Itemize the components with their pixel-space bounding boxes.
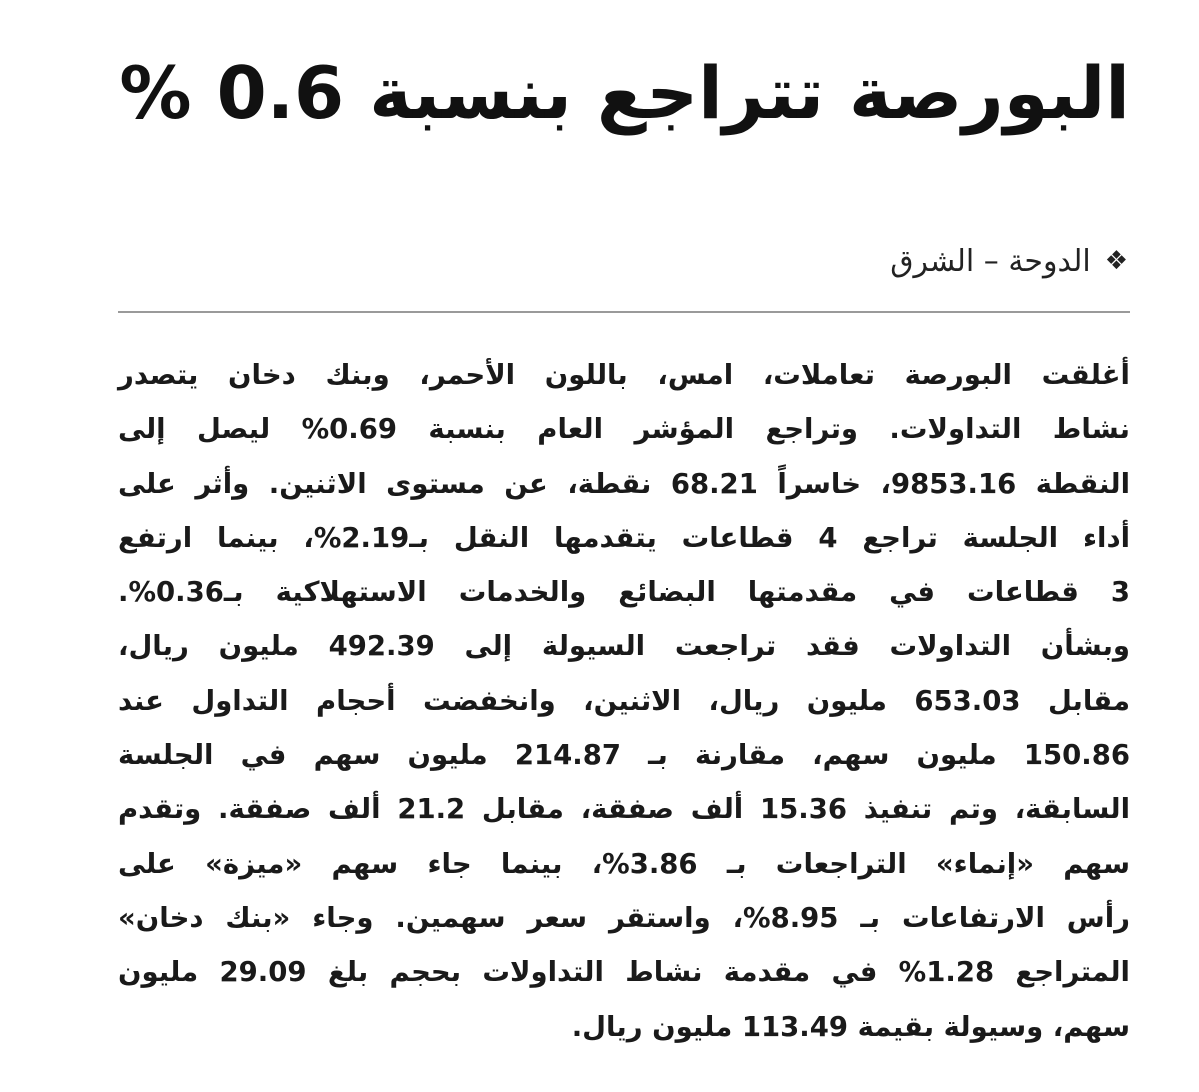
body-line: أغلقت البورصة تعاملات، امس، باللون الأحمر، وبنك دخان يتصدر <box>118 359 1130 391</box>
body-line: 150.86 مليون سهم، مقارنة بـ 214.87 مليون سهم في الجلسة <box>118 739 1130 772</box>
article-body <box>118 348 1130 1054</box>
dateline-text: الدوحة – الشرق <box>890 243 1091 279</box>
headline: البورصة تتراجع بنسبة 0.6 % <box>119 51 1130 135</box>
body-line: أداء الجلسة تراجع 4 قطاعات يتقدمها النقل بـ2.19%، بينما ارتفع <box>118 521 1130 554</box>
body-line: نشاط التداولات. وتراجع المؤشر العام بنسبة 0.69% ليصل إلى <box>118 413 1130 446</box>
four-diamond-bullet-icon: ❖ <box>1104 246 1128 276</box>
body-line: رأس الارتفاعات بـ 8.95%، واستقر سعر سهمين. وجاء «بنك دخان» <box>118 901 1131 934</box>
body-line: 3 قطاعات في مقدمتها البضائع والخدمات الاستهلاكية بـ0.36%. <box>118 576 1130 609</box>
body-line: مقابل 653.03 مليون ريال، الاثنين، وانخفضت أحجام التداول عند <box>118 684 1131 717</box>
body-line: وبشأن التداولات فقد تراجعت السيولة إلى 492.39 مليون ريال، <box>118 630 1130 663</box>
body-line: النقطة 9853.16، خاسراً 68.21 نقطة، عن مستوى الاثنين. وأثر على <box>118 467 1130 500</box>
article <box>118 0 1130 1092</box>
divider <box>118 311 1130 313</box>
body-line: سهم «إنماء» التراجعات بـ 3.86%، بينما جاء سهم «ميزة» على <box>118 847 1130 880</box>
body-line: المتراجع 1.28% في مقدمة نشاط التداولات بحجم بلغ 29.09 مليون <box>118 956 1130 989</box>
body-line: سهم، وسيولة بقيمة 113.49 مليون ريال. <box>571 1010 1130 1043</box>
body-line: السابقة، وتم تنفيذ 15.36 ألف صفقة، مقابل 21.2 ألف صفقة. وتقدم <box>118 793 1131 826</box>
dateline <box>890 236 1128 286</box>
